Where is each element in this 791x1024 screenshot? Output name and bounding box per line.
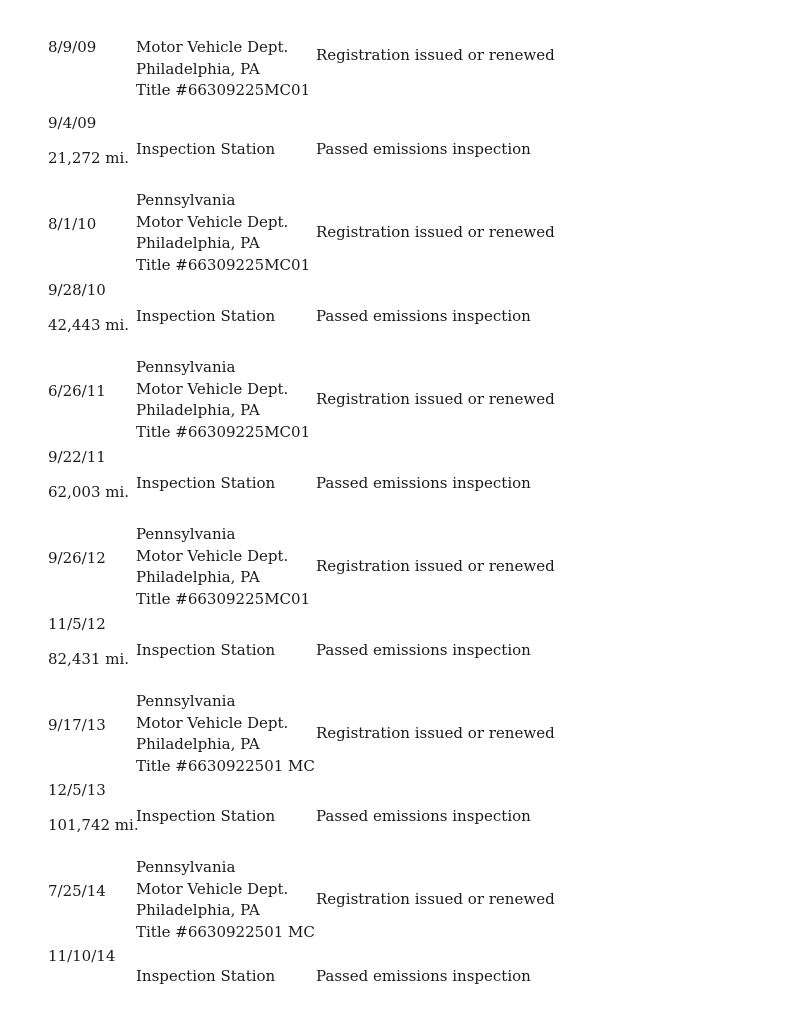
record-event: Passed emissions inspection	[316, 307, 531, 325]
source-line: Title #66309225MC01	[136, 255, 311, 274]
record-source	[136, 806, 275, 828]
source-line: Title #6630922501 MC	[136, 756, 315, 775]
source-line: Inspection Station	[136, 807, 276, 825]
record-source	[136, 640, 275, 662]
source-line: Pennsylvania	[136, 692, 236, 710]
source-line: Title #66309225MC01	[136, 589, 311, 608]
record-source	[136, 190, 310, 276]
source-line: Inspection Station	[136, 307, 276, 325]
record-event: Passed emissions inspection	[316, 474, 531, 492]
record-event: Passed emissions inspection	[316, 807, 531, 825]
source-line: Title #6630922501 MC	[136, 922, 315, 941]
source-line: Title #66309225MC01	[136, 422, 311, 441]
source-line: Motor Vehicle Dept.	[136, 379, 289, 398]
record-date: 9/4/09	[48, 114, 97, 132]
record-date: 12/5/13	[48, 781, 106, 799]
record-source	[136, 37, 310, 102]
source-line: Motor Vehicle Dept.	[136, 546, 289, 565]
record-date: 11/5/12	[48, 615, 106, 633]
record-source	[136, 306, 275, 328]
record-event: Passed emissions inspection	[316, 641, 531, 659]
record-event: Passed emissions inspection	[316, 967, 531, 985]
source-line: Motor Vehicle Dept.	[136, 38, 289, 56]
source-line: Inspection Station	[136, 140, 276, 158]
source-line: Motor Vehicle Dept.	[136, 212, 289, 231]
record-date: 9/28/10	[48, 281, 106, 299]
record-event: Registration issued or renewed	[316, 724, 555, 742]
record-event: Registration issued or renewed	[316, 46, 555, 64]
record-date: 8/9/09	[48, 38, 97, 56]
source-line: Pennsylvania	[136, 358, 236, 376]
record-source	[136, 357, 310, 443]
record-mileage: 42,443 mi.	[48, 316, 130, 334]
record-source	[136, 691, 315, 777]
source-line: Motor Vehicle Dept.	[136, 879, 289, 898]
record-mileage: 82,431 mi.	[48, 650, 130, 668]
record-date: 7/25/14	[48, 882, 106, 900]
source-line: Pennsylvania	[136, 525, 236, 543]
source-line: Philadelphia, PA	[136, 59, 260, 78]
source-line: Philadelphia, PA	[136, 234, 260, 252]
record-source	[136, 966, 275, 988]
source-line: Inspection Station	[136, 641, 276, 659]
record-mileage: 21,272 mi.	[48, 149, 130, 167]
record-date: 9/26/12	[48, 549, 106, 567]
record-event: Registration issued or renewed	[316, 223, 555, 241]
source-line: Philadelphia, PA	[136, 735, 260, 753]
source-line: Motor Vehicle Dept.	[136, 713, 289, 732]
record-source	[136, 139, 275, 161]
record-date: 9/22/11	[48, 448, 106, 466]
source-line: Pennsylvania	[136, 191, 236, 209]
source-line: Philadelphia, PA	[136, 568, 260, 586]
source-line: Inspection Station	[136, 967, 276, 985]
record-source	[136, 473, 275, 495]
record-date: 8/1/10	[48, 215, 97, 233]
source-line: Philadelphia, PA	[136, 401, 260, 419]
record-date: 9/17/13	[48, 716, 106, 734]
record-event: Registration issued or renewed	[316, 890, 555, 908]
source-line: Philadelphia, PA	[136, 901, 260, 919]
record-date: 11/10/14	[48, 947, 116, 965]
record-mileage: 101,742 mi.	[48, 816, 139, 834]
source-line: Pennsylvania	[136, 858, 236, 876]
record-source	[136, 857, 315, 943]
record-event: Registration issued or renewed	[316, 557, 555, 575]
source-line: Inspection Station	[136, 474, 276, 492]
source-line: Title #66309225MC01	[136, 81, 311, 99]
record-mileage: 62,003 mi.	[48, 483, 130, 501]
record-source	[136, 524, 310, 610]
record-event: Passed emissions inspection	[316, 140, 531, 158]
record-event: Registration issued or renewed	[316, 390, 555, 408]
record-date: 6/26/11	[48, 382, 106, 400]
